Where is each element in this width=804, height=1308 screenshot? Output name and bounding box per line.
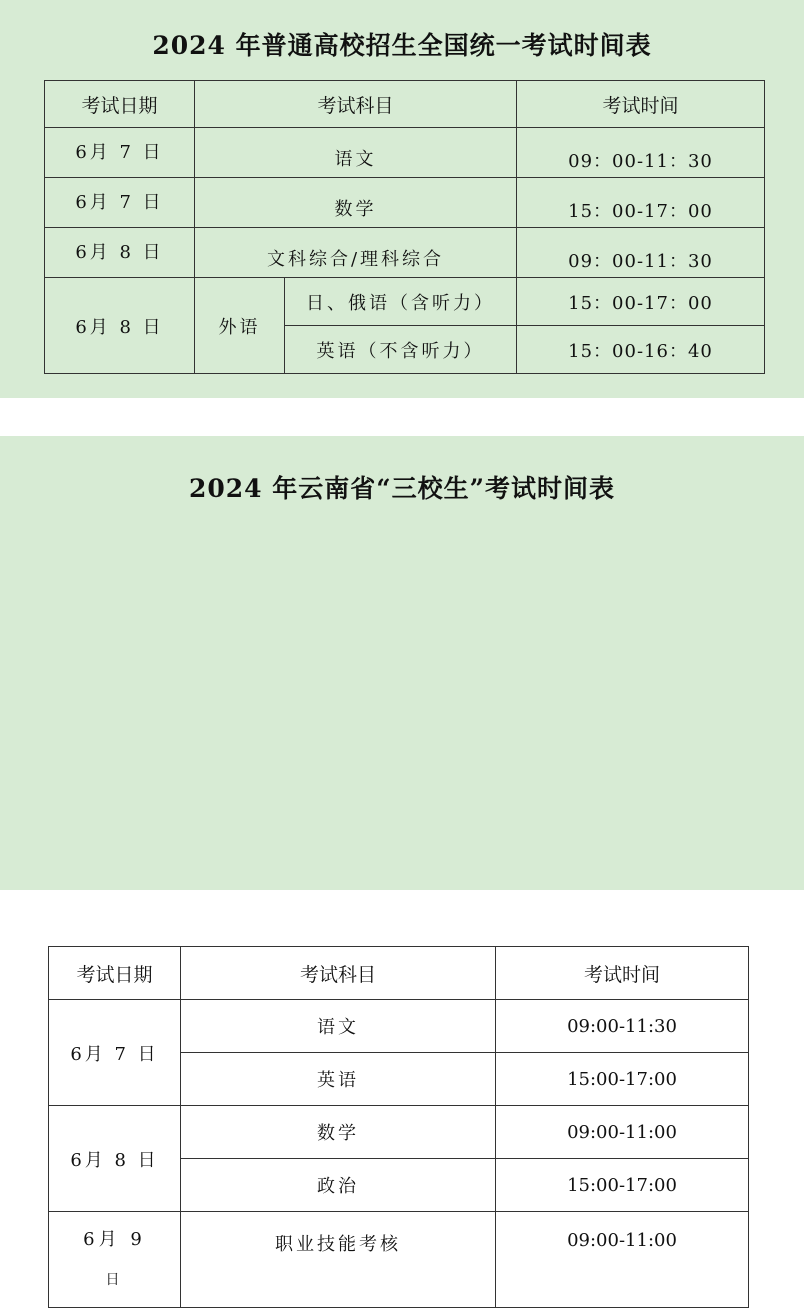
national-exam-panel [0, 0, 804, 398]
exam-date: 6月 8 日 [45, 278, 195, 374]
exam-time: 09：00-11：30 [517, 128, 765, 178]
exam-time: 09:00-11:30 [496, 1000, 749, 1053]
table-header-row [49, 947, 749, 1000]
table-row [45, 128, 765, 178]
exam-subject-group: 外语 [195, 278, 285, 374]
exam-time: 09:00-11:00 [496, 1212, 749, 1308]
exam-time: 15:00-17:00 [496, 1159, 749, 1212]
yunnan-exam-title: 2024 年云南省“三校生”考试时间表 [188, 474, 616, 503]
exam-date: 6月 8 日 [45, 228, 195, 278]
exam-subject: 英语 [181, 1053, 496, 1106]
exam-date: 6月 7 日 [45, 178, 195, 228]
exam-subject: 数学 [195, 178, 517, 228]
yunnan-exam-panel [0, 436, 804, 1288]
exam-date-line1: 6月 9 [83, 1228, 146, 1250]
header-date: 考试日期 [45, 81, 195, 128]
exam-time: 09:00-11:00 [496, 1106, 749, 1159]
exam-time: 15:00-17:00 [496, 1053, 749, 1106]
table-row [49, 1000, 749, 1053]
table-row [49, 1212, 749, 1308]
table-row [45, 228, 765, 278]
table-row [49, 1106, 749, 1159]
exam-date-line2: 日 [105, 1271, 124, 1288]
exam-subject: 语文 [195, 128, 517, 178]
exam-date: 6月 7 日 [49, 1000, 181, 1106]
exam-time: 15：00-16：40 [517, 326, 765, 374]
table-header-row [45, 81, 765, 128]
table-row [45, 178, 765, 228]
exam-date: 6月 7 日 [45, 128, 195, 178]
header-time: 考试时间 [496, 947, 749, 1000]
table-row [45, 278, 765, 326]
exam-time: 15：00-17：00 [517, 278, 765, 326]
exam-subject: 职业技能考核 [181, 1212, 496, 1308]
yunnan-exam-table [48, 946, 749, 1308]
exam-subject: 英语（不含听力） [285, 326, 517, 374]
exam-date: 6月 8 日 [49, 1106, 181, 1212]
header-subject: 考试科目 [195, 81, 517, 128]
national-exam-title: 2024 年普通高校招生全国统一考试时间表 [152, 31, 652, 60]
exam-subject: 日、俄语（含听力） [285, 278, 517, 326]
exam-subject: 语文 [181, 1000, 496, 1053]
header-subject: 考试科目 [181, 947, 496, 1000]
national-exam-table [44, 80, 765, 374]
exam-date [49, 1212, 181, 1308]
exam-subject: 政治 [181, 1159, 496, 1212]
header-date: 考试日期 [49, 947, 181, 1000]
exam-subject: 文科综合/理科综合 [195, 228, 517, 278]
exam-subject: 数学 [181, 1106, 496, 1159]
exam-time: 15：00-17：00 [517, 178, 765, 228]
exam-time: 09：00-11：30 [517, 228, 765, 278]
header-time: 考试时间 [517, 81, 765, 128]
